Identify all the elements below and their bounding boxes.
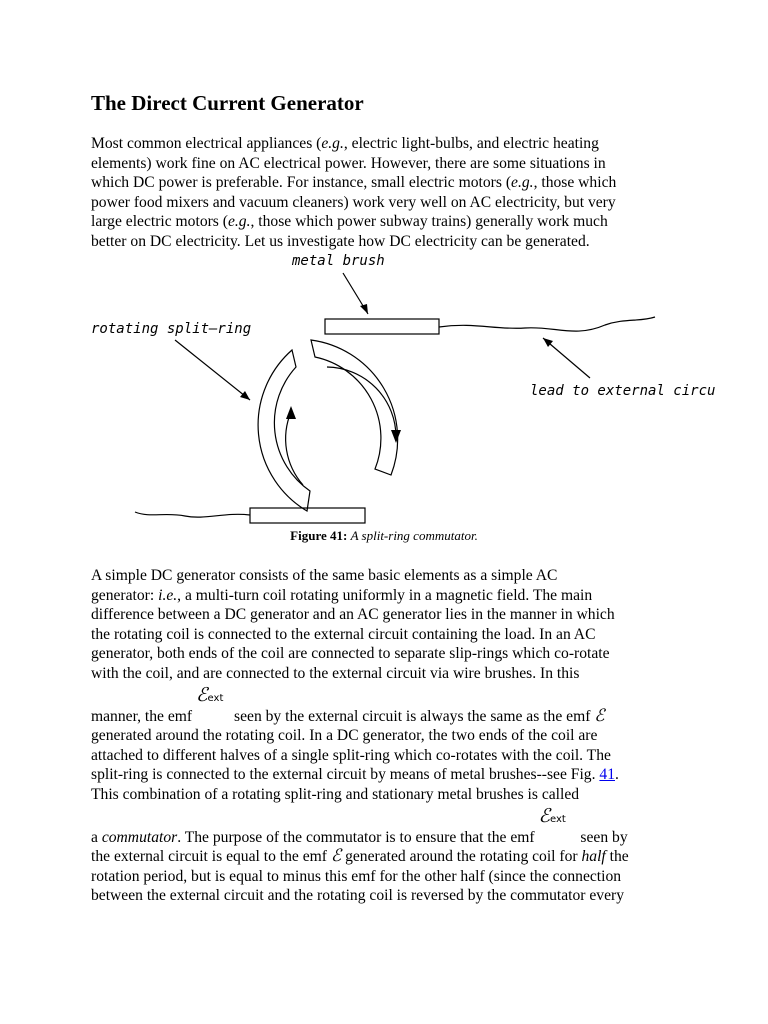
text-line: difference between a DC generator and an AC generator lies in the manner in which [91, 606, 615, 624]
split-ring-left-half [258, 350, 310, 511]
text-line: which DC power is preferable. For instance, small electric motors (e.g., those which [91, 174, 617, 192]
top-lead-wire [439, 317, 655, 331]
rotation-arrow-left-head [286, 406, 296, 419]
rotation-arrow-right-head [391, 430, 401, 443]
text-line: manner, the emf ℰext seen by the external circuit is always the same as the emf ℰ [91, 683, 605, 726]
emf-ext-symbol: ℰext [538, 804, 566, 827]
text-line: generator, both ends of the coil are connected to separate slip-rings which co-rotate [91, 645, 610, 663]
text-line: elements) work fine on AC electrical power. However, there are some situations in [91, 154, 606, 172]
label-lead-to-external-circuit: lead to external circu [530, 383, 716, 399]
ring-pointer-head [240, 391, 250, 400]
brush-pointer-head [360, 304, 368, 314]
text-line: large electric motors (e.g., those which power subway trains) generally work much [91, 213, 608, 231]
text-line: with the coil, and are connected to the external circuit via wire brushes. In this [91, 664, 580, 682]
rotation-arrow-left [286, 412, 303, 485]
top-metal-brush [325, 319, 439, 334]
body-paragraph [91, 566, 691, 906]
figure-41-link[interactable]: 41 [599, 766, 615, 784]
label-metal-brush: metal brush [292, 253, 385, 269]
page-title: The Direct Current Generator [91, 91, 364, 115]
text-line: the rotating coil is connected to the external circuit containing the load. In an AC [91, 625, 596, 643]
bottom-lead-wire [135, 512, 250, 517]
text-line: split-ring is connected to the external circuit by means of metal brushes--see Fig. 41. [91, 766, 619, 784]
intro-paragraph [91, 134, 691, 252]
text-line: the external circuit is equal to the emf ℰ generated around the rotating coil for half the [91, 846, 629, 867]
ring-pointer [175, 340, 250, 400]
caption-number: Figure 41: [290, 528, 348, 543]
text-line: attached to different halves of a single split-ring which co-rotates with the coil. The [91, 746, 611, 764]
figure-caption [0, 528, 768, 544]
text-line: a commutator. The purpose of the commutator is to ensure that the emf ℰext seen by [91, 804, 628, 846]
emf-ext-symbol: ℰext [196, 683, 224, 706]
text-line: generator: i.e., a multi-turn coil rotating uniformly in a magnetic field. The main [91, 586, 593, 604]
text-line: between the external circuit and the rotating coil is reversed by the commutator every [91, 887, 625, 905]
text-line: A simple DC generator consists of the same basic elements as a simple AC [91, 567, 558, 584]
text-line: better on DC electricity. Let us investigate how DC electricity can be generated. [91, 232, 590, 250]
text-line: This combination of a rotating split-ring and stationary metal brushes is called [91, 785, 580, 803]
text-line: power food mixers and vacuum cleaners) work very well on AC electricity, but very [91, 193, 616, 211]
split-ring-right-half [311, 340, 398, 475]
emf-symbol: ℰ [330, 846, 342, 867]
split-ring-commutator-figure [85, 250, 716, 530]
text-line: Most common electrical appliances (e.g., electric light-bulbs, and electric heating [91, 135, 599, 152]
text-line: rotation period, but is equal to minus this emf for the other half (since the connection [91, 867, 622, 885]
label-rotating-split-ring: rotating split–ring [91, 321, 252, 337]
rotation-arrow-right [327, 367, 396, 437]
emf-symbol: ℰ [594, 705, 605, 726]
caption-text: A split-ring commutator. [350, 528, 478, 543]
text-line: generated around the rotating coil. In a DC generator, the two ends of the coil are [91, 727, 598, 745]
